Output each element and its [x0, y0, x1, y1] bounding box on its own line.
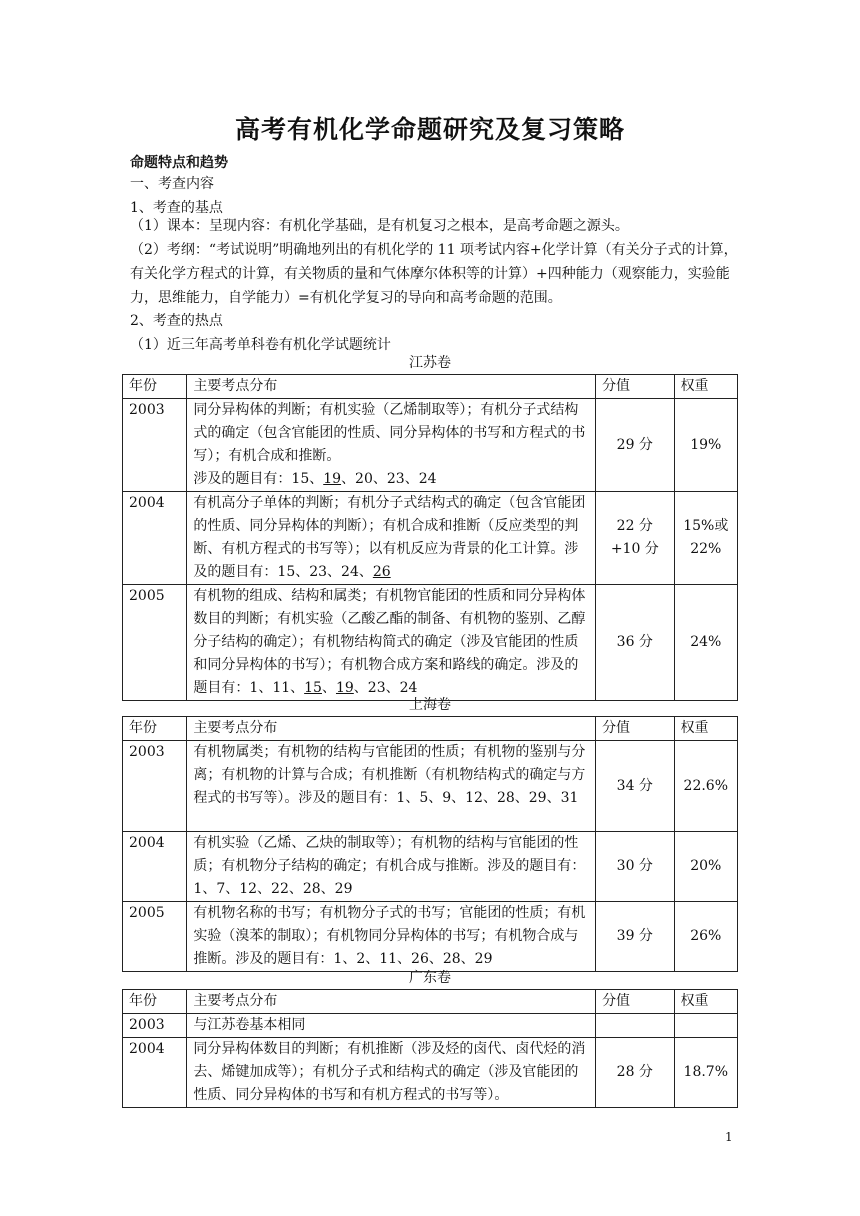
page-number: 1	[725, 1130, 733, 1144]
cell-topics	[187, 492, 596, 585]
outline-line: 一、考查内容	[130, 176, 214, 192]
cell-weight: 20%	[674, 832, 737, 902]
cell-points: 30 分	[596, 832, 675, 902]
header-topics: 主要考点分布	[187, 375, 596, 399]
table-caption: 上海卷	[409, 697, 451, 713]
cell-topics: 与江苏卷基本相同	[187, 1014, 596, 1038]
cell-weight: 19%	[674, 399, 737, 492]
table-header-row	[123, 717, 738, 741]
cell-weight	[674, 1014, 737, 1038]
items-prefix: 涉及的题目有：1、11、	[193, 657, 579, 696]
cell-year: 2003	[123, 741, 187, 832]
cell-points	[596, 1014, 675, 1038]
cell-year: 2005	[123, 902, 187, 972]
cell-year: 2005	[123, 585, 187, 701]
topics-text: 有机高分子单体的判断；有机分子式结构式的确定（包含官能团的性质、同分异构体的判断）；有机合成和推断（反应类型的判断、有机方程式的书写等）；以有机反应为背景的化工计算。	[193, 495, 586, 557]
header-weight: 权重	[674, 717, 737, 741]
cell-topics: 有机实验（乙烯、乙炔的制取等）；有机物的结构与官能团的性质；有机物分子结构的确定；有机合成与推断。涉及的题目有：1、7、12、22、28、29	[187, 832, 596, 902]
cell-points: 22 分+10 分	[596, 492, 675, 585]
table-row	[123, 902, 738, 972]
header-weight: 权重	[674, 375, 737, 399]
cell-points: 39 分	[596, 902, 675, 972]
table-caption: 江苏卷	[409, 355, 451, 371]
cell-topics: 同分异构体数目的判断；有机推断（涉及烃的卤代、卤代烃的消去、烯键加成等）；有机分子式和结构式的确定（涉及官能团的性质、同分异构体的书写和有机方程式的书写等）。	[187, 1038, 596, 1108]
header-weight: 权重	[674, 990, 737, 1014]
cell-topics: 有机物名称的书写；有机物分子式的书写；官能团的性质；有机实验（溴苯的制取）；有机物同分异构体的书写；有机物合成与推断。涉及的题目有：1、2、11、26、28、29	[187, 902, 596, 972]
outline-line: 2、考查的热点	[130, 313, 223, 329]
outline-line: （1）近三年高考单科卷有机化学试题统计	[130, 337, 391, 353]
underlined-item: 15	[304, 680, 322, 696]
cell-year: 2004	[123, 1038, 187, 1108]
header-year: 年份	[123, 717, 187, 741]
header-year: 年份	[123, 990, 187, 1014]
cell-year: 2003	[123, 1014, 187, 1038]
stats-table-guangdong	[122, 989, 738, 1108]
table-row	[123, 741, 738, 832]
table-row	[123, 1038, 738, 1108]
underlined-item: 19	[323, 471, 342, 487]
topics-text: 同分异构体的判断；有机实验（乙烯制取等）；有机分子式结构式的确定（包含官能团的性质、同分异构体的书写和方程式的书写）；有机合成和推断。	[193, 402, 586, 464]
cell-weight: 18.7%	[674, 1038, 737, 1108]
table-row	[123, 492, 738, 585]
cell-points: 29 分	[596, 399, 675, 492]
cell-year: 2004	[123, 492, 187, 585]
header-points: 分值	[596, 375, 675, 399]
header-topics: 主要考点分布	[187, 717, 596, 741]
cell-topics	[187, 585, 596, 701]
cell-weight: 24%	[674, 585, 737, 701]
table-header-row	[123, 990, 738, 1014]
table-row	[123, 832, 738, 902]
underlined-item: 26	[372, 564, 391, 580]
section-heading: 命题特点和趋势	[130, 155, 228, 171]
table-row	[123, 585, 738, 701]
items-sep: 、	[321, 680, 336, 696]
table-row	[123, 399, 738, 492]
items-rest: 、20、23、24	[341, 471, 437, 487]
items-prefix: 涉及的题目有：15、23、24、	[193, 541, 579, 580]
header-year: 年份	[123, 375, 187, 399]
table-caption: 广东卷	[409, 970, 451, 986]
table-header-row	[123, 375, 738, 399]
cell-year: 2004	[123, 832, 187, 902]
outline-line: （1）课本：呈现内容：有机化学基础，是有机复习之根本，是高考命题之源头。	[130, 218, 629, 234]
cell-weight: 22.6%	[674, 741, 737, 832]
cell-weight: 26%	[674, 902, 737, 972]
cell-topics	[187, 399, 596, 492]
header-points: 分值	[596, 717, 675, 741]
cell-year: 2003	[123, 399, 187, 492]
header-points: 分值	[596, 990, 675, 1014]
cell-points: 34 分	[596, 741, 675, 832]
cell-topics: 有机物属类；有机物的结构与官能团的性质；有机物的鉴别与分离；有机物的计算与合成；有机推断（有机物结构式的确定与方程式的书写等）。涉及的题目有：1、5、9、12、28、29、31	[187, 741, 596, 832]
table-row	[123, 1014, 738, 1038]
cell-points: 28 分	[596, 1038, 675, 1108]
stats-table-shanghai	[122, 716, 738, 972]
outline-line: 1、考查的基点	[130, 200, 223, 216]
header-topics: 主要考点分布	[187, 990, 596, 1014]
page-title: 高考有机化学命题研究及复习策略	[234, 115, 625, 144]
cell-points: 36 分	[596, 585, 675, 701]
underlined-item: 19	[335, 680, 354, 696]
topics-text: 有机物的组成、结构和属类；有机物官能团的性质和同分异构体数目的判断；有机实验（乙酸乙酯的制备、有机物的鉴别、乙醇分子结构的确定）；有机物结构简式的确定（涉及官能团的性质和同分异构体的书写）；有机物合成方案和路线的确定。	[193, 588, 586, 673]
paragraph: （2）考纲：“考试说明”明确地列出的有机化学的 11 项考试内容+化学计算（有关分子式的计算，有关化学方程式的计算，有关物质的量和气体摩尔体积等的计算）+四种能力（观察能力，实验能力，思维能力，自学能力）=有机化学复习的导向和高考命题的范围。	[130, 242, 738, 306]
cell-weight: 15%或 22%	[674, 492, 737, 585]
items-prefix: 涉及的题目有：15、	[193, 471, 324, 487]
items-rest: 、23、24	[353, 680, 418, 696]
stats-table-jiangsu	[122, 374, 738, 701]
